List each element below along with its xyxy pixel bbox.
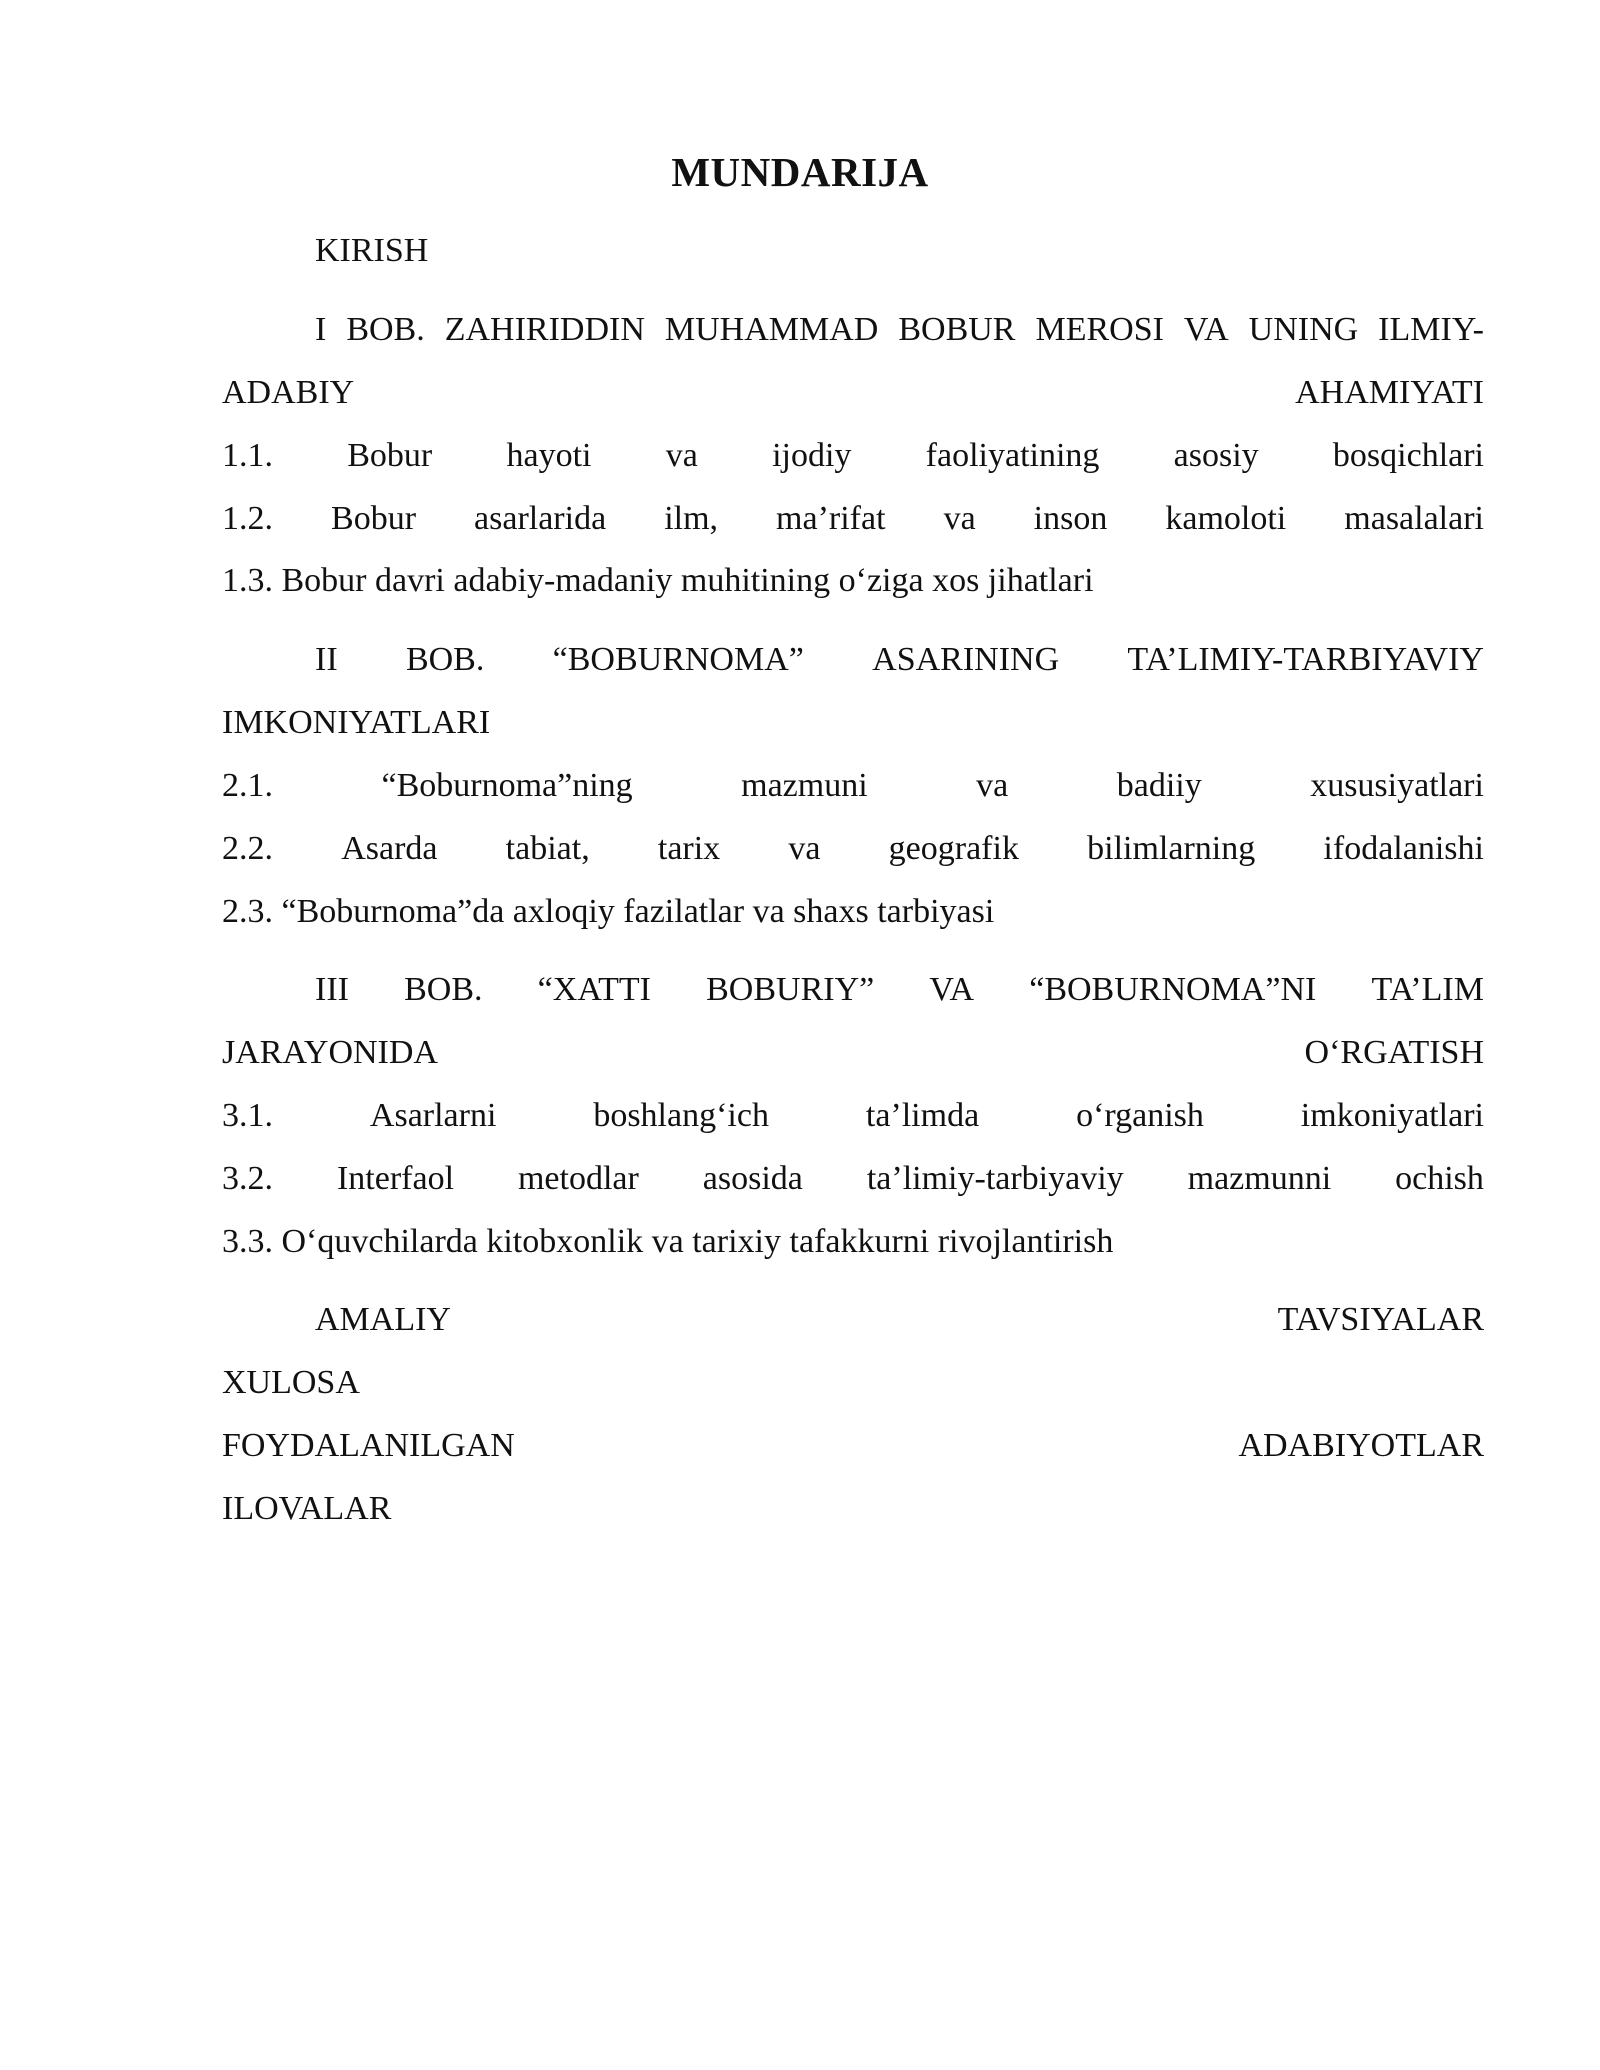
toc-word: geografik <box>888 830 1019 867</box>
toc-section-1-1 <box>222 434 1484 478</box>
toc-word: BOB. <box>404 971 483 1008</box>
toc-word: BOB. <box>346 311 425 348</box>
toc-word: 3.1. <box>222 1097 273 1134</box>
toc-word: faoliyatining <box>925 437 1100 474</box>
toc-word: Bobur <box>331 500 417 537</box>
toc-word: MUHAMMAD <box>664 311 879 348</box>
toc-word: va <box>665 437 698 474</box>
toc-word: TAVSIYALAR <box>1277 1301 1484 1338</box>
toc-section-3-1 <box>222 1094 1484 1138</box>
toc-chapter-2-heading <box>315 638 1484 682</box>
toc-entry-ilovalar: ILOVALAR <box>222 1490 392 1527</box>
toc-word: BOBURIY” <box>706 971 875 1008</box>
toc-word: “Boburnoma”ning <box>381 767 633 804</box>
toc-word: ochish <box>1395 1160 1484 1197</box>
toc-word: II <box>315 641 338 678</box>
toc-word: va <box>976 767 1009 804</box>
toc-word: ma’rifat <box>776 500 886 537</box>
toc-word: mazmunni <box>1187 1160 1332 1197</box>
toc-word: hayoti <box>506 437 592 474</box>
toc-word: 3.2. <box>222 1160 273 1197</box>
toc-chapter-1-heading <box>315 308 1484 352</box>
toc-section-1-2 <box>222 497 1484 541</box>
toc-section-1-3: 1.3. Bobur davri adabiy-madaniy muhitining o‘ziga xos jihatlari <box>222 562 1094 599</box>
toc-word: asosiy <box>1173 437 1259 474</box>
toc-chapter-2-heading-cont: IMKONIYATLARI <box>222 704 491 741</box>
toc-word: VA <box>929 971 975 1008</box>
toc-chapter-1-heading-cont <box>222 371 1484 415</box>
toc-word: va <box>943 500 976 537</box>
toc-word: JARAYONIDA <box>222 1034 438 1071</box>
toc-word: bilimlarning <box>1087 830 1256 867</box>
toc-word: Bobur <box>347 437 433 474</box>
toc-word: masalalari <box>1344 500 1484 537</box>
toc-word: 1.1. <box>222 437 273 474</box>
toc-word: ZAHIRIDDIN <box>444 311 645 348</box>
toc-word: mazmuni <box>741 767 868 804</box>
toc-word: “BOBURNOMA” <box>552 641 804 678</box>
toc-word: ta’limda <box>865 1097 980 1134</box>
toc-section-3-3: 3.3. O‘quvchilarda kitobxonlik va tarixiy tafakkurni rivojlantirish <box>222 1223 1114 1260</box>
toc-entry-amaliy-tavsiyalar <box>315 1298 1484 1342</box>
toc-word: boshlang‘ich <box>593 1097 769 1134</box>
toc-word: ilm, <box>664 500 719 537</box>
toc-word: tabiat, <box>505 830 590 867</box>
toc-word: asosida <box>702 1160 803 1197</box>
toc-entry-foydalanilgan-adabiyotlar <box>222 1424 1484 1468</box>
toc-section-2-1 <box>222 764 1484 808</box>
toc-word: 2.2. <box>222 830 273 867</box>
toc-word: MEROSI <box>1035 311 1164 348</box>
toc-section-2-2 <box>222 827 1484 871</box>
toc-word: imkoniyatlari <box>1300 1097 1484 1134</box>
toc-word: Asarda <box>341 830 438 867</box>
toc-word: ta’limiy-tarbiyaviy <box>866 1160 1124 1197</box>
toc-word: ILMIY- <box>1378 311 1484 348</box>
toc-section-3-2 <box>222 1157 1484 1201</box>
toc-word: FOYDALANILGAN <box>222 1427 515 1464</box>
toc-word: ADABIY <box>222 374 355 411</box>
toc-word: UNING <box>1248 311 1359 348</box>
page-title: MUNDARIJA <box>671 149 929 195</box>
toc-chapter-3-heading <box>315 968 1484 1012</box>
toc-word: Asarlarni <box>369 1097 497 1134</box>
toc-word: 1.2. <box>222 500 273 537</box>
toc-word: BOBUR <box>898 311 1016 348</box>
toc-word: TA’LIM <box>1371 971 1484 1008</box>
toc-word: AHAMIYATI <box>1295 374 1484 411</box>
toc-chapter-3-heading-cont <box>222 1031 1484 1075</box>
toc-word: ASARINING <box>872 641 1060 678</box>
toc-section-2-3: 2.3. “Boburnoma”da axloqiy fazilatlar va shaxs tarbiyasi <box>222 893 995 930</box>
toc-word: Interfaol <box>336 1160 455 1197</box>
toc-word: asarlarida <box>474 500 607 537</box>
toc-word: va <box>788 830 821 867</box>
toc-word: metodlar <box>517 1160 639 1197</box>
toc-word: VA <box>1183 311 1229 348</box>
toc-word: BOB. <box>405 641 485 678</box>
toc-word: xususiyatlari <box>1310 767 1484 804</box>
toc-word: ifodalanishi <box>1323 830 1484 867</box>
toc-entry-kirish: KIRISH <box>315 232 429 269</box>
toc-word: o‘rganish <box>1076 1097 1204 1134</box>
toc-word: 2.1. <box>222 767 273 804</box>
toc-word: ijodiy <box>772 437 852 474</box>
toc-word: bosqichlari <box>1332 437 1484 474</box>
toc-word: tarix <box>657 830 721 867</box>
toc-word: TA’LIMIY-TARBIYAVIY <box>1127 641 1484 678</box>
toc-word: “BOBURNOMA”NI <box>1029 971 1317 1008</box>
toc-word: badiiy <box>1116 767 1202 804</box>
toc-word: inson <box>1033 500 1108 537</box>
toc-word: O‘RGATISH <box>1304 1034 1484 1071</box>
toc-word: ADABIYOTLAR <box>1238 1427 1484 1464</box>
toc-word: kamoloti <box>1165 500 1287 537</box>
toc-word: III <box>315 971 349 1008</box>
toc-entry-xulosa: XULOSA <box>222 1364 360 1401</box>
toc-word: AMALIY <box>315 1301 451 1338</box>
toc-word: I <box>315 311 327 348</box>
toc-word: “XATTI <box>537 971 651 1008</box>
